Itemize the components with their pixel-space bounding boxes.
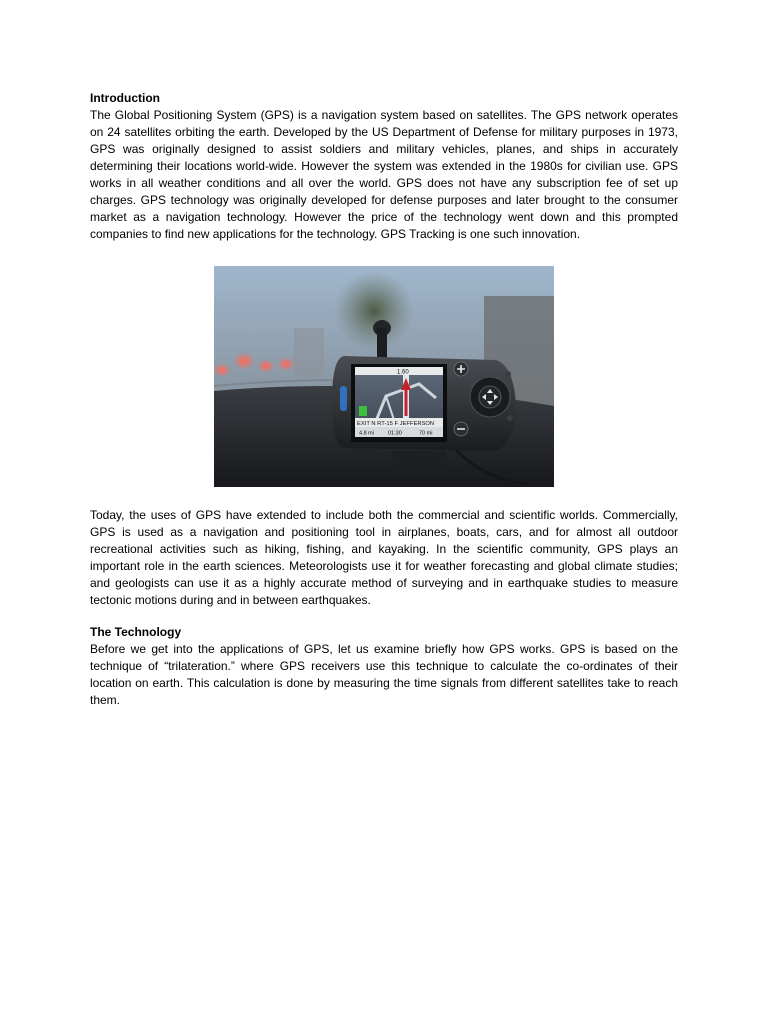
technology-heading: The Technology	[90, 625, 182, 639]
introduction-heading: Introduction	[90, 91, 160, 105]
gps-device-photo	[214, 266, 554, 487]
uses-paragraph: Today, the uses of GPS have extended to include both the commercial and scientific worlds. Commercially, GPS is used as a navigation and positioning tool in airplanes, boats, cars, and for almost all outdoor recreational activities such as hiking, fishing, and kayaking. In the scientific community, GPS plays an important role in the earth sciences. Meteorologists use it for weather forecasting and global climate studies; and geologists can use it as a highly accurate method of surveying and in earthquake studies to measure tectonic motions during and in between earthquakes.	[90, 508, 678, 607]
screen-street-label: EXIT N RT-15 F JEFFERSON	[357, 421, 435, 427]
screen-top-distance: 1.60	[397, 369, 409, 376]
screen-distance-right: 70 mi	[419, 430, 433, 437]
document-page	[90, 90, 678, 709]
screen-distance-left: 4.8 mi	[359, 430, 374, 437]
introduction-paragraph: The Global Positioning System (GPS) is a navigation system based on satellites. The GPS network operates on 24 satellites orbiting the earth. Developed by the US Department of Defense for military purposes in 1973, GPS was originally designed to assist soldiers and military vehicles, planes, and ships in accurately determining their locations world-wide. However the system was extended in the 1980s for civilian use. GPS works in all weather conditions and all over the world. GPS does not have any subscription fee of set up charges. GPS technology was originally developed for defense purposes and later brought to the consumer market as a navigation technology. However the price of the technology went down and this prompted companies to find new applications for the technology. GPS Tracking is one such innovation.	[90, 108, 678, 241]
technology-paragraph: Before we get into the applications of GPS, let us examine briefly how GPS works. GPS is based on the technique of “trilateration.” where GPS receivers use this technique to calculate the co-ordinates of their location on earth. This calculation is done by measuring the time signals from different satellites take to reach them.	[90, 642, 678, 707]
screen-time: 01:30	[388, 430, 402, 437]
